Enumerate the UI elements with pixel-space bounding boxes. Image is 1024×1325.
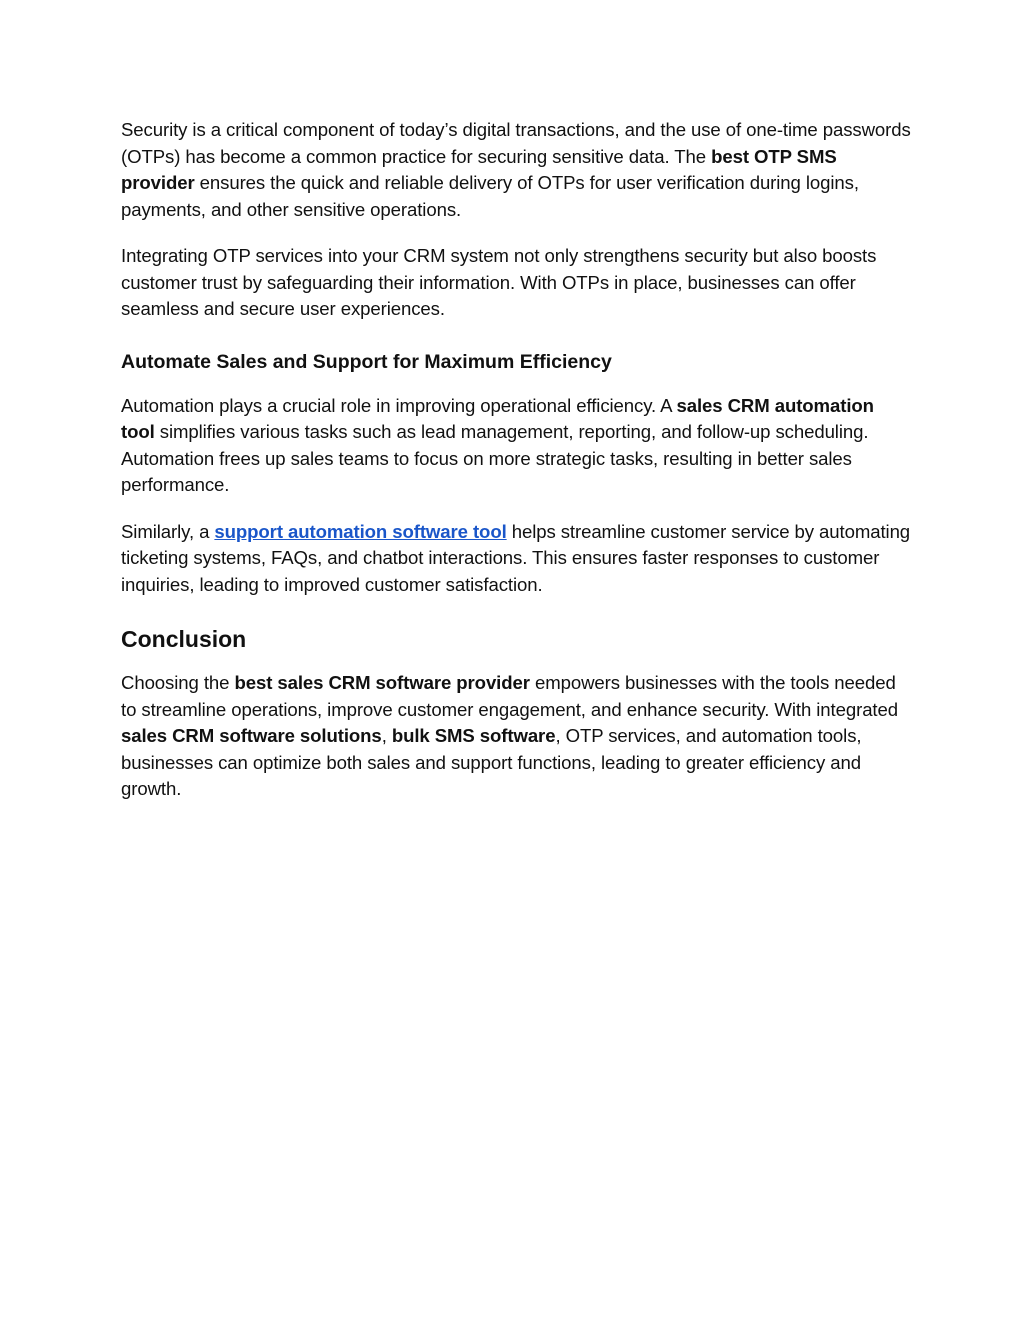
paragraph-conclusion	[121, 670, 911, 803]
bold-phrase-sales-crm-tool: sales CRM automation tool	[121, 394, 874, 442]
paragraph-sales-automation	[121, 393, 911, 499]
paragraph-otp-security	[121, 117, 911, 223]
text: simplifies various tasks such as lead management, reporting, and follow-up scheduling. Automation frees up sales teams to focus on more strategic tasks, resulting in better sales performance.	[121, 421, 869, 495]
text: Security is a critical component of today’s digital transactions, and the use of one-time passwords (OTPs) has become a common practice for securing sensitive data. The	[121, 119, 911, 167]
text: Similarly, a	[121, 520, 215, 542]
bold-phrase-crm-solutions: sales CRM software solutions	[121, 725, 382, 746]
paragraph-otp-crm	[121, 243, 911, 323]
text: Integrating OTP services into your CRM system not only strengthens security but also boosts customer trust by safeguarding their information. With OTPs in place, businesses can offer seamless and secure user experiences.	[121, 245, 877, 319]
heading-automate: Automate Sales and Support for Maximum Efficiency	[121, 350, 612, 373]
text: helps streamline customer service by automating ticketing systems, FAQs, and chatbot interactions. This ensures faster responses to customer inquiries, leading to improved customer satisfaction.	[121, 520, 911, 595]
text: empowers businesses with the tools needed to streamline operations, improve customer engagement, and enhance security. With integrated	[121, 672, 898, 720]
bold-phrase-crm-provider: best sales CRM software provider	[234, 672, 530, 693]
text: Automation plays a crucial role in improving operational efficiency. A	[121, 394, 677, 416]
support-automation-link[interactable]: support automation software tool	[214, 520, 507, 542]
heading-conclusion: Conclusion	[121, 626, 247, 652]
text: Choosing the	[121, 672, 235, 693]
text: , OTP services, and automation tools, businesses can optimize both sales and support functions, leading to greater efficiency and growth.	[121, 725, 862, 799]
bold-phrase-bulk-sms: bulk SMS software	[391, 725, 556, 746]
bold-phrase-otp-provider: best OTP SMS provider	[121, 145, 837, 193]
text: ensures the quick and reliable delivery of OTPs for user verification during logins, payments, and other sensitive operations.	[121, 172, 859, 220]
paragraph-support-automation	[121, 519, 911, 599]
document-page	[121, 117, 911, 803]
text: ,	[381, 725, 392, 746]
